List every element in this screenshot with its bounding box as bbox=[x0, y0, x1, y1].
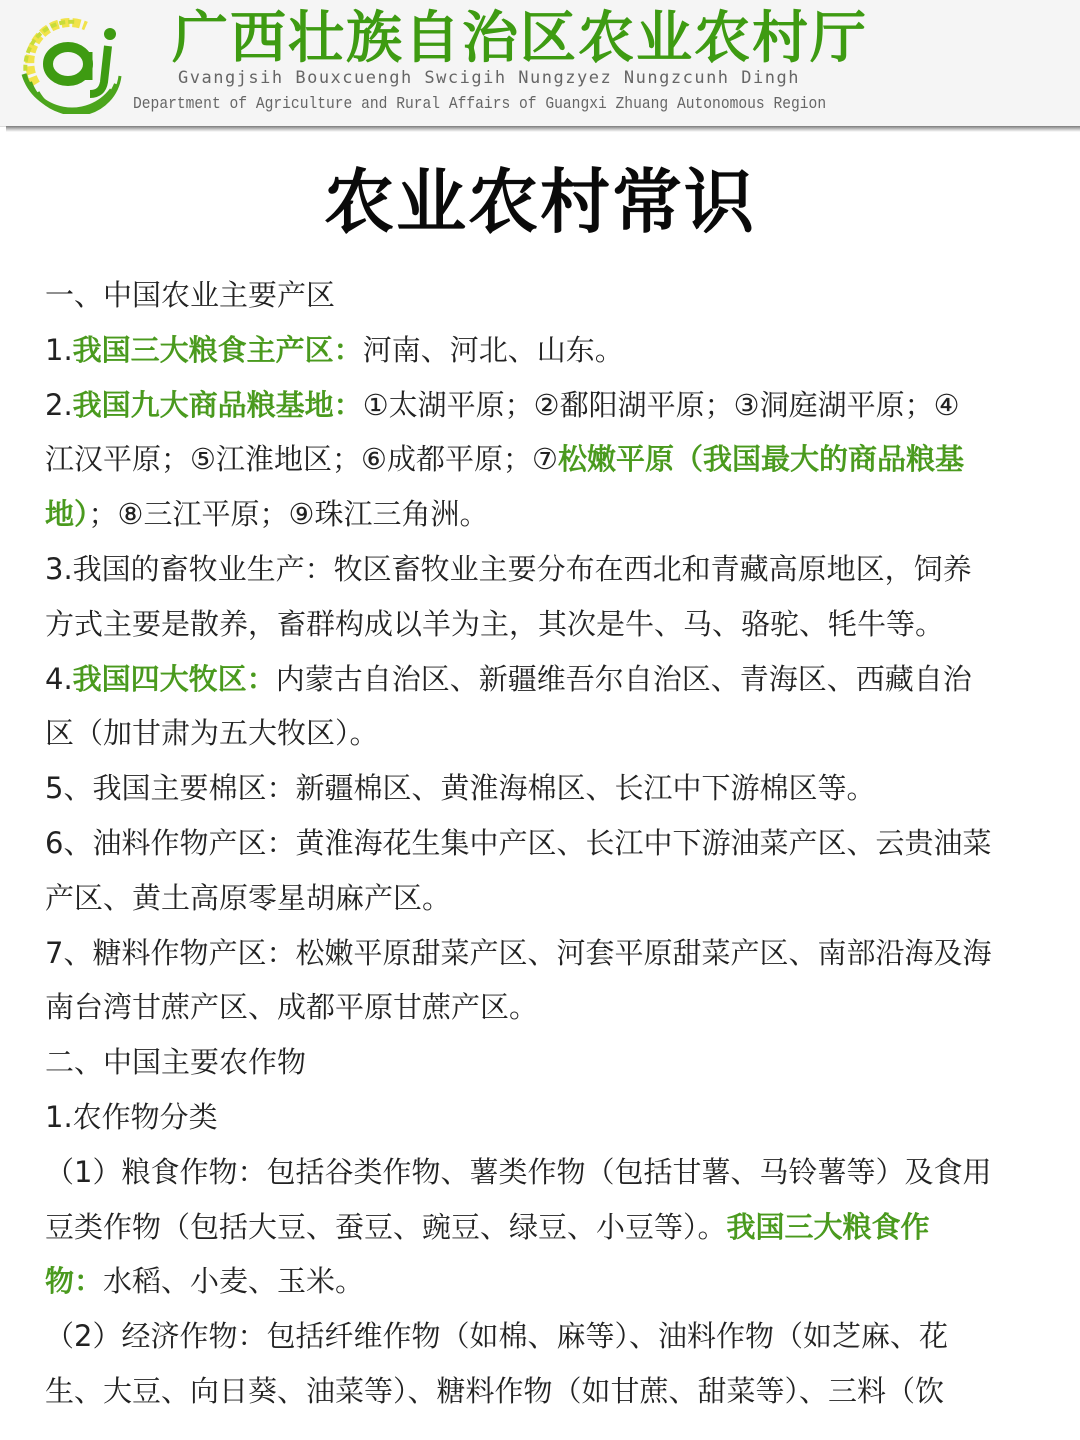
text-line bbox=[45, 871, 1045, 926]
body-text: 豆类作物（包括大豆、蚕豆、豌豆、绿豆、小豆等）。 bbox=[45, 1209, 727, 1244]
body-text: （2）经济作物：包括纤维作物（如棉、麻等）、油料作物（如芝麻、花 bbox=[45, 1319, 948, 1354]
text-line bbox=[45, 1145, 1045, 1200]
article-body bbox=[45, 268, 1045, 1419]
body-text: 方式主要是散养，畜群构成以羊为主，其次是牛、马、骆驼、牦牛等。 bbox=[45, 606, 945, 641]
text-line bbox=[45, 1364, 1045, 1419]
text-line bbox=[45, 323, 1045, 378]
text-line bbox=[45, 980, 1045, 1035]
text-line bbox=[45, 1090, 1045, 1145]
body-text: 7、糖料作物产区：松嫩平原甜菜产区、河套平原甜菜产区、南部沿海及海 bbox=[45, 935, 992, 970]
body-text: 1. bbox=[45, 332, 73, 367]
org-name-en: Department of Agriculture and Rural Affairs of Guangxi Zhuang Autonomous Region bbox=[133, 95, 827, 114]
highlight-text: 松嫩平原（我国最大的商品粮基 bbox=[558, 442, 965, 477]
text-line bbox=[45, 378, 1045, 433]
page-title: 农业农村常识 bbox=[324, 160, 756, 243]
body-text: 1.农作物分类 bbox=[45, 1099, 218, 1134]
text-line bbox=[45, 761, 1045, 816]
body-text: 江汉平原；⑤江淮地区；⑥成都平原；⑦ bbox=[45, 442, 558, 477]
body-text: 生、大豆、向日葵、油菜等）、糖料作物（如甘蔗、甜菜等）、三料（饮 bbox=[45, 1373, 945, 1408]
text-line bbox=[45, 597, 1045, 652]
org-name-cn: 广西壮族自治区农业农村厅 bbox=[172, 6, 868, 71]
body-text: 6、油料作物产区：黄淮海花生集中产区、长江中下游油菜产区、云贵油菜 bbox=[45, 825, 992, 860]
body-text: （1）粮食作物：包括谷类作物、薯类作物（包括甘薯、马铃薯等）及食用 bbox=[45, 1154, 992, 1189]
text-line bbox=[45, 432, 1045, 487]
body-text: 3.我国的畜牧业生产：牧区畜牧业主要分布在西北和青藏高原地区，饲养 bbox=[45, 551, 972, 586]
org-name-zhuang: Gvangjsih Bouxcuengh Swcigih Nungzyez Nungzcunh Dingh bbox=[178, 68, 800, 88]
body-text: 产区、黄土高原零星胡麻产区。 bbox=[45, 880, 452, 915]
body-text: 二、中国主要农作物 bbox=[45, 1045, 307, 1080]
body-text: 4. bbox=[45, 661, 73, 696]
body-text: 2. bbox=[45, 387, 73, 422]
text-line bbox=[45, 487, 1045, 542]
body-text: 内蒙古自治区、新疆维吾尔自治区、青海区、西藏自治 bbox=[275, 661, 972, 696]
highlight-text: 我国三大粮食作 bbox=[726, 1209, 930, 1244]
text-line bbox=[45, 542, 1045, 597]
text-line bbox=[45, 268, 1045, 323]
body-text: 河南、河北、山东。 bbox=[362, 332, 624, 367]
text-line bbox=[45, 816, 1045, 871]
site-header bbox=[0, 0, 1080, 127]
text-line bbox=[45, 1200, 1045, 1255]
highlight-text: 我国九大商品粮基地： bbox=[72, 387, 363, 422]
highlight-text: 物： bbox=[45, 1264, 104, 1299]
body-text: 水稻、小麦、玉米。 bbox=[103, 1264, 365, 1299]
text-line bbox=[45, 706, 1045, 761]
ai-wheat-logo-icon bbox=[16, 14, 128, 114]
body-text: 一、中国农业主要产区 bbox=[45, 278, 336, 312]
highlight-text: 我国四大牧区： bbox=[72, 661, 276, 696]
body-text: ①太湖平原；②鄱阳湖平原；③洞庭湖平原；④ bbox=[362, 387, 960, 422]
text-line bbox=[45, 926, 1045, 981]
header-divider bbox=[6, 126, 1080, 132]
body-text: 南台湾甘蔗产区、成都平原甘蔗产区。 bbox=[45, 990, 539, 1025]
text-line bbox=[45, 1035, 1045, 1090]
body-text: ；⑧三江平原；⑨珠江三角洲。 bbox=[88, 497, 489, 532]
highlight-text: 我国三大粮食主产区： bbox=[72, 332, 363, 367]
highlight-text: 地） bbox=[45, 497, 89, 532]
body-text: 5、我国主要棉区：新疆棉区、黄淮海棉区、长江中下游棉区等。 bbox=[45, 771, 876, 806]
text-line bbox=[45, 652, 1045, 707]
text-line bbox=[45, 1254, 1045, 1309]
text-line bbox=[45, 1309, 1045, 1364]
body-text: 区（加甘肃为五大牧区）。 bbox=[45, 716, 379, 751]
